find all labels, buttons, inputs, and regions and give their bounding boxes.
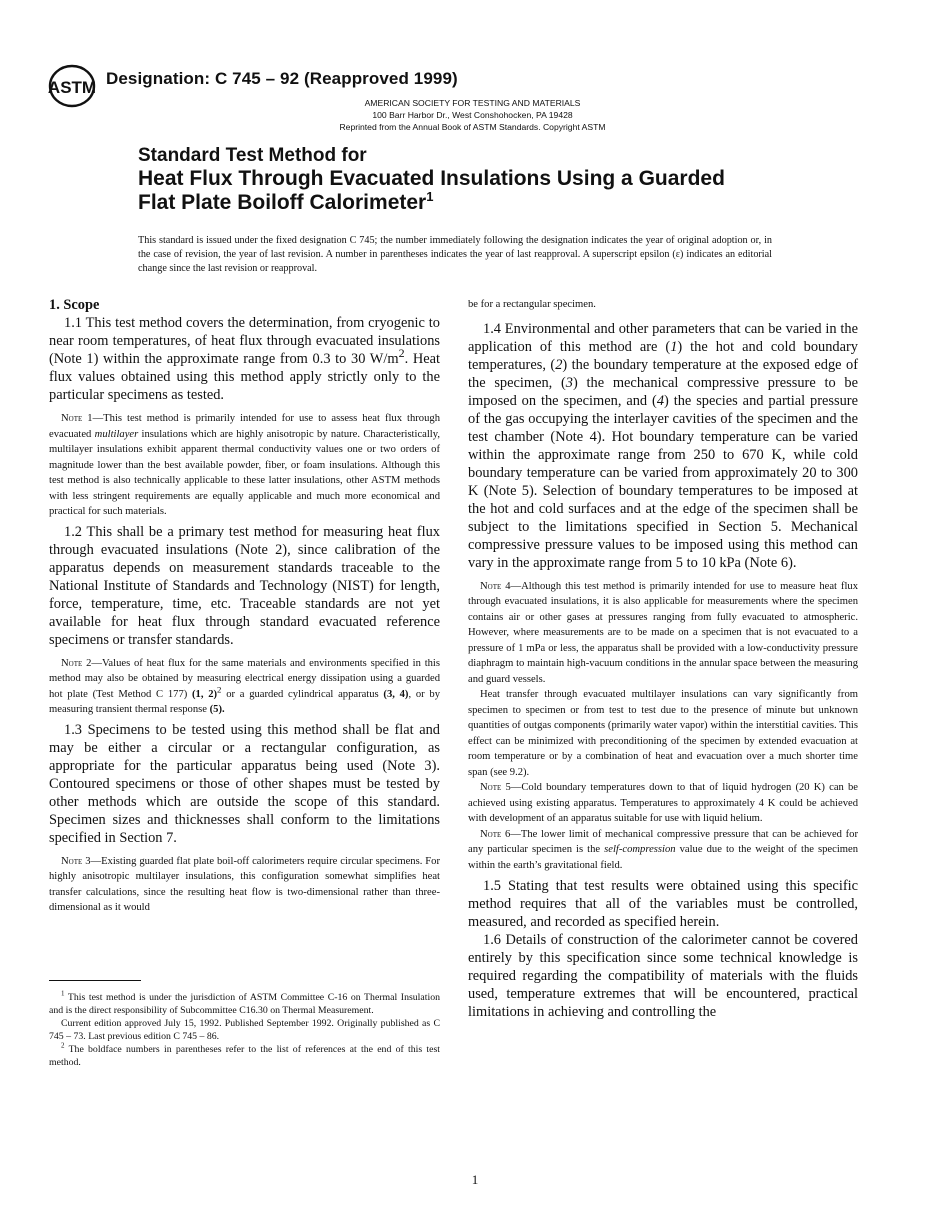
society-name: AMERICAN SOCIETY FOR TESTING AND MATERIALS (364, 98, 581, 108)
logo-text: ASTM (48, 78, 96, 97)
paragraph-1-4: 1.4 Environmental and other parameters that can be varied in the application of this method are (1) the hot and cold boundary temperatures, (2) the boundary temperature at the exposed edge of the specimen, (3) the mechanical compressive pressure to be imposed on the specimen, and (4) the species and partial pressure of the gas occupying the interlayer cavities of the specimen and the test chamber (Note 4). Hot boundary temperature can be varied within the approximate range from 250 to 670 K, while cold boundary temperature can be varied from approximately 20 to 300 K (Note 5). Selection of boundary temperatures to be imposed at the hot and cold surfaces and at the edge of the specimen shall be subject to the limitations specified in Section 5. Mechanical compressive pressure values to be imposed using this method can vary in the approximate range from 5 to 10 kPa (Note 6). (468, 320, 858, 571)
note-3-continued: be for a rectangular specimen. (468, 299, 596, 310)
note-4: Note 4—Although this test method is primarily intended for use to measure heat flux through evacuated insulations, it is also applicable for measurements where the specimen contains air or other gases at pressures ranging from fully evacuated to atmospheric. However, where measurements are to be made on a specimen that is not evacuated to a pressure of 1 mPa or less, the apparatus shall be provided with a low-conductivity pressure diaphragm to maintain high-vacuum conditions in the annular space between the measuring and guard vessels. (468, 580, 858, 685)
footnote-rule (49, 980, 141, 981)
paragraph-1-1: 1.1 This test method covers the determination, from cryogenic to near room temperatures, of heat flux through evacuated insulations (Note 1) within the approximate range from 0.3 to 30 $W/m^2$. Heat flux values obtained using this method apply strictly only to the particular specimens as tested. (49, 315, 440, 403)
paragraph-1-3: 1.3 Specimens to be tested using this method shall be flat and may be either a circular or a rectangular configuration, as appropriate for the particular apparatus being used (Note 3). Contoured specimens or those of other shapes must be tested by other methods which are outside the scope of this standard. Specimen sizes and thicknesses shall conform to the limitations specified in Section 7. (49, 721, 440, 846)
title-line-3-text: Flat Plate Boiloff Calorimeter (138, 191, 427, 214)
section-heading-scope: 1. Scope (49, 297, 100, 313)
note-4-continued: Heat transfer through evacuated multilayer insulations can vary significantly from specimen to specimen or from test to test due to the presence of minute but unknown quantities of outgas components (primarily water vapor) within the interstitial cavities. This effect can be minimized with preconditioning of the specimen by extended evacuation at room temperature or by a combination of heat and evacuation over a much shorter time span (see 9.2). (468, 689, 858, 778)
note-5: Note 5—Cold boundary temperatures down to that of liquid hydrogen (20 K) can be achieved using existing apparatus. Temperatures to approximately 4 K could be achieved with development of an apparatus suitable for use with liquid helium. (468, 782, 858, 824)
issuance-statement: This standard is issued under the fixed designation C 745; the number immediately following the designation indicates the year of original adoption or, in the case of revision, the year of last revision. A number in parentheses indicates the year of last reapproval. A superscript epsilon (ε) indicates an editorial change since the last revision or reapproval. (138, 235, 772, 274)
paragraph-1-2: 1.2 This shall be a primary test method for measuring heat flux through evacuated insulations (Note 2), since calibration of the apparatus depends on measurement standards traceable to the National Institute of Standards and Technology (NIST) for length, force, temperature, time, etc. Traceable standards are not yet available for heat flux through standard evacuated reference specimens or transfer standards. (49, 523, 440, 648)
society-block (300, 97, 645, 133)
note-6: Note 6—The lower limit of mechanical compressive pressure that can be achieved for any particular specimen is the self-compression value due to the weight of the specimen within the earth’s gravitational field. (468, 828, 858, 871)
astm-logo (48, 64, 96, 108)
document-title (138, 145, 818, 215)
reprint-notice: Reprinted from the Annual Book of ASTM Standards. Copyright ASTM (339, 122, 606, 132)
title-line-2: Heat Flux Through Evacuated Insulations Using a Guarded (138, 167, 725, 190)
title-line-1: Standard Test Method for (138, 145, 367, 166)
title-line-3 (138, 191, 818, 215)
paragraph-1-5: 1.5 Stating that test results were obtained using this specific method requires that all of the variables must be controlled, measured, and recorded as specified herein. (468, 878, 858, 930)
note-1: Note 1—This test method is primarily intended for use to assess heat flux through evacuated multilayer insulations which are highly anisotropic by nature. Characteristically, multilayer insulations exhibit apparent thermal conductivity values one or two orders of magnitude lower than the best available powder, fiber, or foam insulations. Although this test method is also technically applicable to these latter insulations, other ASTM methods with less stringent requirements are equally applicable and much more economical and practical for such materials. (49, 413, 440, 517)
left-column (49, 296, 440, 916)
note-3: Note 3—Existing guarded flat plate boil-off calorimeters require circular specimens. For highly anisotropic multilayer insulations, this configuration somewhat simplifies heat transfer calculations, since the resulting heat flow is two-dimensional rather than three-dimensional as it would (49, 855, 440, 913)
page-number: 1 (471, 1172, 479, 1187)
society-address: 100 Barr Harbor Dr., West Conshohocken, PA 19428 (372, 110, 573, 120)
paragraph-1-6: 1.6 Details of construction of the calorimeter cannot be covered entirely by this specification since some technical knowledge is required regarding the compatibility of materials with the fluids used, temperature extremes that will be encountered, practical limitations in achieving and controlling the (468, 932, 858, 1020)
footnote-1: $^1$ This test method is under the jurisdiction of ASTM Committee C-16 on Thermal Insulation and is the direct responsibility of Subcommittee C16.30 on Thermal Measurement. (49, 989, 440, 1016)
designation: Designation: C 745 – 92 (Reapproved 1999) (106, 69, 458, 88)
footnote-2: $^2$ The boldface numbers in parentheses refer to the list of references at the end of this test method. (49, 1041, 440, 1068)
note-2: Note 2—Values of heat flux for the same materials and environments specified in this method may also be obtained by measuring electrical energy dissipation using a guarded hot plate (Test Method C 177) (1, 2)$^2$ or a guarded cylindrical apparatus (3, 4), or by measuring transient thermal response (5). (49, 657, 441, 715)
title-footnote-mark: 1 (426, 189, 434, 204)
right-column (468, 297, 858, 1021)
footnotes (49, 980, 440, 1069)
footnote-1-edition: Current edition approved July 15, 1992. Published September 1992. Originally published as C 745 – 73. Last previous edition C 745 – 86. (49, 1018, 440, 1042)
